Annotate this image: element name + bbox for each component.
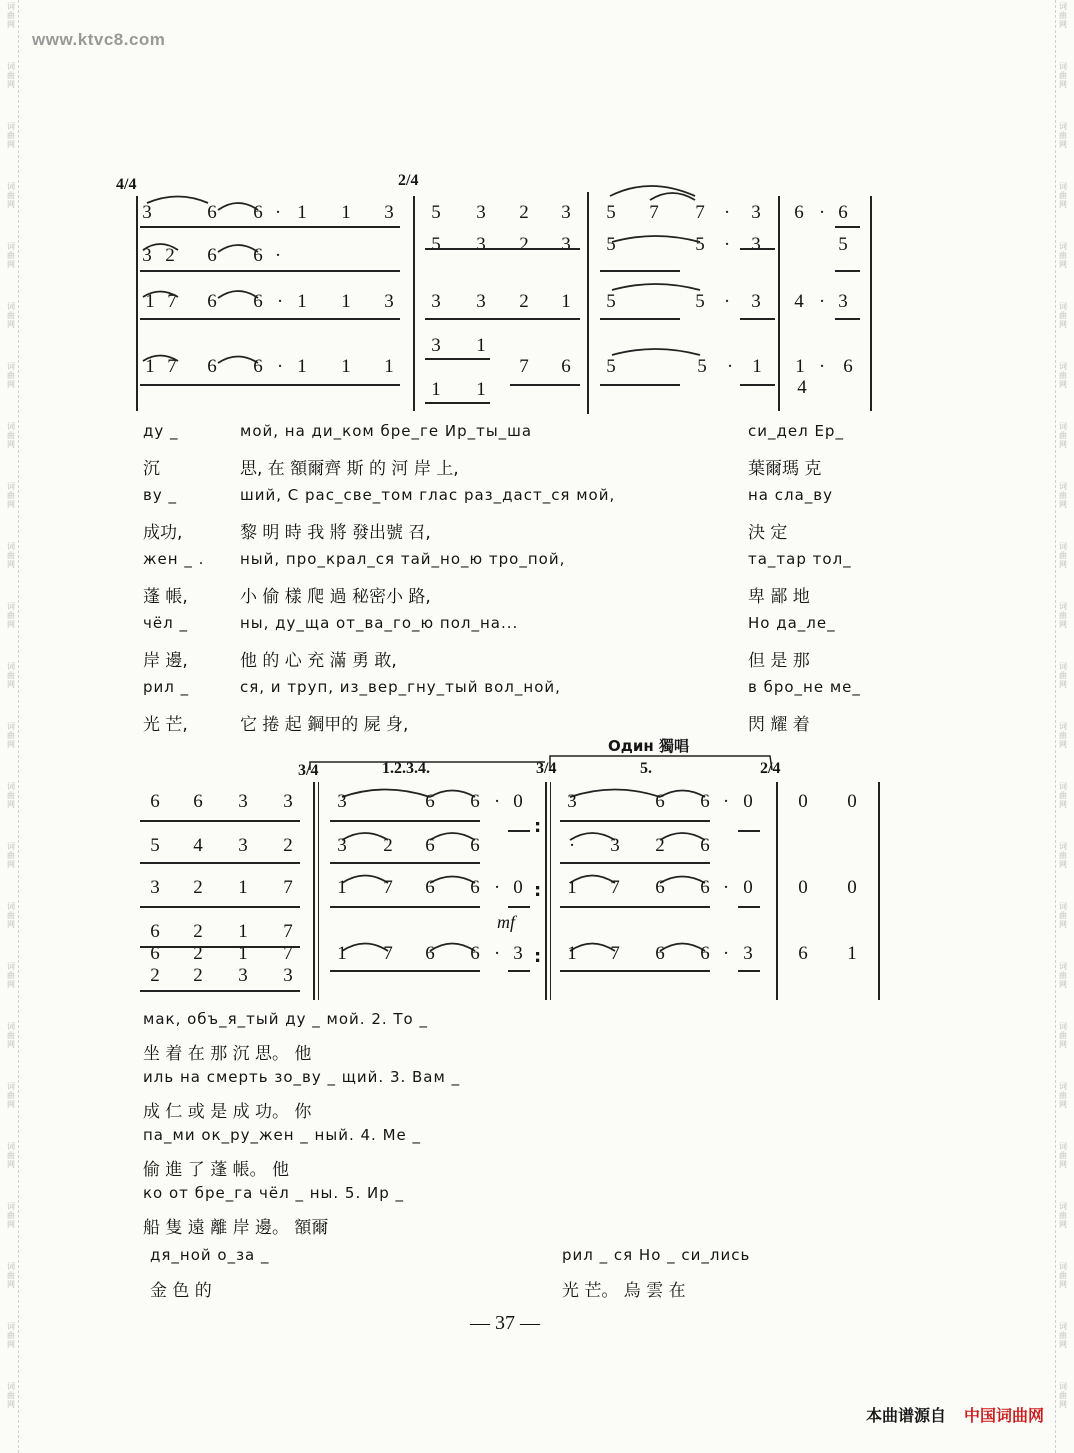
sys1-row3-note: 3 — [384, 291, 394, 312]
sys1-row2-note: 5 — [431, 234, 441, 255]
sys2-row2-note: 6 — [425, 835, 435, 856]
side-stamp: 词 曲 网 — [1059, 1022, 1067, 1049]
sys2-row3-note: · — [722, 877, 730, 898]
lyric-line-6-c: 卑 鄙 地 — [748, 587, 810, 607]
sys2-row3-note: · — [493, 877, 501, 898]
sys2-row3-note: 1 — [337, 877, 347, 898]
sys1-row3-note: 6 — [253, 291, 263, 312]
sys2-row4-note: 2 — [193, 921, 203, 942]
sys1-row2-note: 3 — [142, 245, 152, 266]
side-stamp: 词 曲 网 — [1059, 1142, 1067, 1169]
sys2-row4-upper-note: 6 — [470, 943, 480, 964]
beam-line — [140, 990, 300, 992]
lyric-line-6-b: 小 偷 樣 爬 過 秘密小 路, — [240, 587, 431, 607]
sys1-row3-note: 1 — [341, 291, 351, 312]
side-stamp: 词 曲 网 — [7, 602, 15, 629]
sys1-row1-note: · — [274, 202, 282, 223]
sys1-row1-note: 7 — [695, 202, 705, 223]
side-stamp: 词 曲 网 — [1059, 782, 1067, 809]
sys1-row1-note: 3 — [384, 202, 394, 223]
sys2-row2-note: 4 — [193, 835, 203, 856]
sys2-row3-note: 6 — [700, 877, 710, 898]
side-stamp: 词 曲 网 — [1059, 1322, 1067, 1349]
lyric-line-2-a: 沉 — [143, 459, 160, 479]
sys1-row1-note: 1 — [341, 202, 351, 223]
side-stamp: 词 曲 网 — [1059, 362, 1067, 389]
side-stamp: 词 曲 网 — [1059, 842, 1067, 869]
side-stamp: 词 曲 网 — [7, 362, 15, 389]
sys2-row2-note: 6 — [700, 835, 710, 856]
lyric-line-10-c: 閃 耀 着 — [748, 715, 810, 735]
side-stamp: 词 曲 网 — [7, 962, 15, 989]
side-stamp: 词 曲 网 — [7, 1322, 15, 1349]
sys2-row4-upper-note: 7 — [283, 943, 293, 964]
sys2-row4-upper-note: 6 — [655, 943, 665, 964]
lyric-line-7-b: ны, ду_ща от_ва_го_ю пол_на... — [240, 614, 519, 632]
sys1-row2-note: 5 — [695, 234, 705, 255]
sys2-row1-note: 0 — [798, 791, 808, 812]
side-stamp: 词 曲 网 — [7, 302, 15, 329]
sys1-row4-note: 7 — [519, 356, 529, 377]
sys1-row1-note: 6 — [794, 202, 804, 223]
sys1-row4-note: 1 — [752, 356, 762, 377]
sys1-row4-note: 1 — [795, 356, 805, 377]
side-stamp: 词 曲 网 — [1059, 482, 1067, 509]
side-stamp: 词 曲 网 — [7, 1142, 15, 1169]
sys2-row3-note: 0 — [847, 877, 857, 898]
sys1-row1-note: 6 — [838, 202, 848, 223]
lyric-line-4-b: 黎 明 時 我 將 發出號 召, — [240, 523, 431, 543]
sys2-row3-note: 1 — [567, 877, 577, 898]
beam-line — [330, 970, 480, 972]
sys1-row1-note: 2 — [519, 202, 529, 223]
sys2-row3-note: 2 — [193, 877, 203, 898]
side-stamp: 词 曲 网 — [1059, 602, 1067, 629]
sys2-row4-upper-note: · — [493, 943, 501, 964]
sys1-row3-note: 5 — [695, 291, 705, 312]
system2-end-bar — [878, 782, 880, 1000]
sys2-row3-note: 7 — [283, 877, 293, 898]
lyric-line-1-a: ду _ — [143, 422, 179, 440]
sys2-row3-note: 3 — [150, 877, 160, 898]
lyric3-line-2-b: 光 芒。 烏 雲 在 — [562, 1281, 686, 1301]
sys2-row1-note: 0 — [847, 791, 857, 812]
beam-line — [738, 906, 760, 908]
side-stamp: 词 曲 网 — [1059, 62, 1067, 89]
side-stamp: 词 曲 网 — [1059, 1082, 1067, 1109]
sys1-row4-note: 5 — [606, 356, 616, 377]
lyric-line-1-b: мой, на ди_ком бре_ге Ир_ты_ша — [240, 422, 533, 440]
system2-repeat-start-thin — [318, 782, 319, 1000]
sys2-row3-note: 0 — [798, 877, 808, 898]
beam-line — [738, 970, 760, 972]
sys1-row4-note: 6 — [843, 356, 853, 377]
sys1-row4-note: 1 — [297, 356, 307, 377]
sys2-row4-upper-note: 6 — [700, 943, 710, 964]
sys1-row1-note: 7 — [649, 202, 659, 223]
sys2-row1-note: · — [493, 791, 501, 812]
side-stamp: 词 曲 网 — [7, 1202, 15, 1229]
lyric-line-10-b: 它 捲 起 鋼甲的 屍 身, — [240, 715, 409, 735]
sys2-row3-note: 0 — [743, 877, 753, 898]
footer-source: 本曲谱源自 — [865, 1406, 946, 1425]
sys1-row4-note: 1 — [145, 356, 155, 377]
beam-line — [330, 862, 480, 864]
sys2-row1-note: 6 — [150, 791, 160, 812]
sys2-row1-note: 3 — [238, 791, 248, 812]
side-stamp: 词 曲 网 — [1059, 662, 1067, 689]
sys1-row3-note: 1 — [297, 291, 307, 312]
side-stamp: 词 曲 网 — [7, 122, 15, 149]
sys2-row3-note: 1 — [238, 877, 248, 898]
time-signature-3-4-a: 3/4 — [298, 762, 319, 779]
lyric-line-4-c: 決 定 — [748, 523, 788, 543]
sys1-row1-note: 3 — [751, 202, 761, 223]
lyric2-line-6: 偷 進 了 蓬 帳。 他 — [143, 1160, 290, 1180]
sys1-row3-note: 2 — [519, 291, 529, 312]
lyric-line-3-a: ву _ — [143, 486, 177, 504]
sys1-row3-note: 3 — [476, 291, 486, 312]
side-stamp: 词 曲 网 — [1059, 122, 1067, 149]
sys1-row2-note: 6 — [253, 245, 263, 266]
lyric-line-8-b: 他 的 心 充 滿 勇 敢, — [240, 651, 397, 671]
beam-line — [140, 946, 300, 948]
sys1-row1-note: 5 — [431, 202, 441, 223]
side-stamp: 词 曲 网 — [7, 62, 15, 89]
sys1-row3-note: 1 — [145, 291, 155, 312]
sys1-row3-note: 3 — [751, 291, 761, 312]
sys2-row1-note: 3 — [567, 791, 577, 812]
side-stamp: 词 曲 网 — [7, 1082, 15, 1109]
sys1-row2-note: 6 — [207, 245, 217, 266]
sys1-row4-note: 5 — [697, 356, 707, 377]
lyric-line-5-c: та_тар тол_ — [748, 550, 852, 568]
sys1-row3-note: 3 — [431, 291, 441, 312]
side-stamp: 词 曲 网 — [7, 2, 15, 29]
side-stamp: 词 曲 网 — [1059, 722, 1067, 749]
repeat-dots-2: : — [534, 880, 542, 901]
sys2-row2-note: · — [568, 835, 576, 856]
lyric-line-3-c: на сла_ву — [748, 486, 834, 504]
lyric-line-5-a: жен _ . — [143, 550, 205, 568]
lyric2-line-3: иль на смерть зо_ву _ щий. 3. Вам _ — [143, 1068, 461, 1086]
sys1-row1-note: 3 — [142, 202, 152, 223]
sys1-row1-note: · — [818, 202, 826, 223]
sys2-row1-note: · — [722, 791, 730, 812]
system2-repeat-end — [545, 782, 547, 1000]
lyric-line-8-a: 岸 邊, — [143, 651, 188, 671]
side-stamp: 词 曲 网 — [1059, 242, 1067, 269]
sys1-row4-note: 6 — [561, 356, 571, 377]
sys1-row4-note: 1 — [431, 379, 441, 400]
sys2-row4-upper-note: 6 — [798, 943, 808, 964]
side-stamp: 词 曲 网 — [1059, 1382, 1067, 1409]
sys2-row2-note: 2 — [655, 835, 665, 856]
time-signature-2-4: 2/4 — [398, 172, 419, 189]
beam-line — [508, 830, 530, 832]
sys1-row1-note: 5 — [606, 202, 616, 223]
sys1-row1-note: 6 — [207, 202, 217, 223]
lyric-line-9-b: ся, и труп, из_вер_гну_тый вол_ной, — [240, 678, 561, 696]
lyric-line-7-a: чёл _ — [143, 614, 188, 632]
sys2-row4-upper-note: 6 — [425, 943, 435, 964]
sys2-row1-note: 6 — [425, 791, 435, 812]
volta-2-label: 5. — [640, 760, 652, 777]
sys1-row2-note: · — [723, 234, 731, 255]
sys1-row3-note: · — [818, 291, 826, 312]
sys2-row4-note: 7 — [283, 921, 293, 942]
sys1-row2-note: 3 — [751, 234, 761, 255]
sys1-row2-note: 5 — [606, 234, 616, 255]
footer-credit — [866, 1403, 1044, 1426]
sys2-row1-note: 0 — [513, 791, 523, 812]
lyric-line-3-b: ший, С рас_све_том глас раз_даст_ся мой, — [240, 486, 616, 504]
beam-line — [140, 820, 300, 822]
sys2-row2-note: 6 — [470, 835, 480, 856]
side-stamp: 词 曲 网 — [7, 902, 15, 929]
lyric2-line-7: ко от бре_га чёл _ ны. 5. Ир _ — [143, 1184, 405, 1202]
lyric2-line-2: 坐 着 在 那 沉 思。 他 — [143, 1044, 312, 1064]
sys2-row2-note: 3 — [337, 835, 347, 856]
sys2-row4-upper-note: 1 — [337, 943, 347, 964]
side-stamp: 词 曲 网 — [7, 242, 15, 269]
time-signature-2-4-b: 2/4 — [760, 760, 781, 777]
repeat-dots-3: : — [534, 946, 542, 967]
side-stamp: 词 曲 网 — [7, 1022, 15, 1049]
sys2-row4-upper-note: 1 — [847, 943, 857, 964]
beam-line — [738, 830, 760, 832]
lyric3-line-2-a: 金 色 的 — [150, 1281, 212, 1301]
sys1-row2-note: 2 — [165, 245, 175, 266]
lyric3-line-1-b: рил _ ся Но _ си_лись — [562, 1246, 751, 1264]
sys2-row1-note: 6 — [700, 791, 710, 812]
side-stamp: 词 曲 网 — [7, 1382, 15, 1409]
sys1-row3-note: 1 — [561, 291, 571, 312]
lyric-line-5-b: ный, про_крал_ся тай_но_ю тро_пой, — [240, 550, 566, 568]
sys2-row4-lower-note: 2 — [150, 965, 160, 986]
sys1-row4-note: 7 — [167, 356, 177, 377]
sys2-row3-note: 0 — [513, 877, 523, 898]
sys2-row3-note: 6 — [655, 877, 665, 898]
lyric-line-2-b: 思, 在 額爾齊 斯 的 河 岸 上, — [240, 459, 459, 479]
sys2-row2-note: 3 — [238, 835, 248, 856]
sys2-row4-upper-note: 2 — [193, 943, 203, 964]
beam-line — [140, 862, 300, 864]
lyric-line-7-c: Но да_ле_ — [748, 614, 836, 632]
sys2-row4-upper-note: · — [722, 943, 730, 964]
beam-line — [560, 820, 710, 822]
system2-barline-2 — [776, 782, 778, 1000]
sys1-row4-note: · — [276, 356, 284, 377]
side-stamp: 词 曲 网 — [1059, 2, 1067, 29]
side-stamp: 词 曲 网 — [1059, 962, 1067, 989]
sys1-row1-note: 6 — [253, 202, 263, 223]
system2-barline-1 — [313, 782, 315, 1000]
solo-label: Один 獨唱 — [608, 737, 689, 755]
lyric2-line-5: па_ми ок_ру_жен _ ный. 4. Ме _ — [143, 1126, 422, 1144]
side-stamp: 词 曲 网 — [7, 842, 15, 869]
beam-line — [140, 906, 300, 908]
beam-line — [508, 970, 530, 972]
side-stamp: 词 曲 网 — [7, 662, 15, 689]
lyric-line-4-a: 成功, — [143, 523, 183, 543]
lyric-line-1-c: си_дел Ер_ — [748, 422, 844, 440]
side-stamp: 词 曲 网 — [1059, 302, 1067, 329]
sys1-row4-note: 1 — [341, 356, 351, 377]
site-watermark: www.ktvc8.com — [32, 30, 166, 49]
sys1-row4-note: 6 — [207, 356, 217, 377]
sys2-row4-note: 6 — [150, 921, 160, 942]
sys1-row3-note: 6 — [207, 291, 217, 312]
sys2-row1-note: 6 — [193, 791, 203, 812]
side-stamp: 词 曲 网 — [1059, 422, 1067, 449]
sys2-row4-upper-note: 6 — [150, 943, 160, 964]
sys2-row4-upper-note: 3 — [743, 943, 753, 964]
lyric-line-8-c: 但 是 那 — [748, 651, 810, 671]
sys2-row2-note: 3 — [610, 835, 620, 856]
system2-repeat-end-thin — [550, 782, 551, 1000]
sys1-row3-note: 3 — [838, 291, 848, 312]
sys2-row3-note: 6 — [425, 877, 435, 898]
repeat-dots-1: : — [534, 816, 542, 837]
lyric-line-10-a: 光 芒, — [143, 715, 188, 735]
sys2-row4-upper-note: 7 — [610, 943, 620, 964]
sys2-row4-lower-note: 2 — [193, 965, 203, 986]
beam-line — [560, 862, 710, 864]
lyric2-line-4: 成 仁 或 是 成 功。 你 — [143, 1102, 312, 1122]
footer-brand: 中国词曲网 — [963, 1406, 1044, 1425]
time-signature-3-4-b: 3/4 — [536, 760, 557, 777]
side-stamp: 词 曲 网 — [7, 542, 15, 569]
volta-1-label: 1.2.3.4. — [382, 760, 430, 777]
side-stamp: 词 曲 网 — [7, 782, 15, 809]
side-stamp: 词 曲 网 — [1059, 1262, 1067, 1289]
sys2-row1-note: 3 — [337, 791, 347, 812]
lyric-line-2-c: 葉爾瑪 克 — [748, 459, 822, 479]
beam-line — [560, 970, 710, 972]
side-stamp: 词 曲 网 — [1059, 902, 1067, 929]
sys1-row3-note: 4 — [794, 291, 804, 312]
sys2-row1-note: 3 — [283, 791, 293, 812]
lyric2-line-8: 船 隻 遠 離 岸 邊。 額爾 — [143, 1218, 329, 1238]
lyric-line-6-a: 蓬 帳, — [143, 587, 188, 607]
side-stamp: 词 曲 网 — [7, 422, 15, 449]
sys2-row3-note: 6 — [470, 877, 480, 898]
sys1-row2-note: · — [274, 245, 282, 266]
sys2-row2-note: 5 — [150, 835, 160, 856]
page-number: — 37 — — [470, 1312, 540, 1334]
lyric3-line-1-a: дя_ной о_за _ — [150, 1246, 270, 1264]
lyric-line-9-a: рил _ — [143, 678, 190, 696]
sys1-row2-note: 5 — [838, 234, 848, 255]
sys1-row4-note: 6 — [253, 356, 263, 377]
sys1-row3-note: · — [723, 291, 731, 312]
side-stamp: 词 曲 网 — [1059, 542, 1067, 569]
sys1-row1-note: · — [723, 202, 731, 223]
sys2-row1-note: 6 — [470, 791, 480, 812]
sys1-row4-note: · — [818, 356, 826, 377]
beam-line — [330, 820, 480, 822]
sys2-row4-upper-note: 1 — [567, 943, 577, 964]
lyric2-line-1: мак, объ_я_тый ду _ мой. 2. То _ — [143, 1010, 429, 1028]
sys2-row4-note: 1 — [238, 921, 248, 942]
sys1-row3-note: 5 — [606, 291, 616, 312]
sys1-row3-note: · — [276, 291, 284, 312]
sys1-row4-note: 1 — [476, 335, 486, 356]
sys2-row1-note: 0 — [743, 791, 753, 812]
side-stamp: 词 曲 网 — [7, 482, 15, 509]
sys2-row4-lower-note: 3 — [238, 965, 248, 986]
sys2-row2-note: 2 — [283, 835, 293, 856]
beam-line — [330, 906, 480, 908]
sys1-row4-note: 3 — [431, 335, 441, 356]
sys1-row2-note: 3 — [561, 234, 571, 255]
sys1-row1-note: 1 — [297, 202, 307, 223]
sys1-row3-note: 7 — [167, 291, 177, 312]
sys1-row1-note: 3 — [561, 202, 571, 223]
sys1-row2-note: 3 — [476, 234, 486, 255]
sys2-row1-note: 6 — [655, 791, 665, 812]
sys1-row4-note: 1 — [476, 379, 486, 400]
beam-line — [560, 906, 710, 908]
sys2-row4-upper-note: 1 — [238, 943, 248, 964]
sys2-row2-note: 2 — [383, 835, 393, 856]
sys2-row4-upper-note: 7 — [383, 943, 393, 964]
lyric-line-9-c: в бро_не ме_ — [748, 678, 861, 696]
side-stamp: 词 曲 网 — [1059, 182, 1067, 209]
sys1-row1-note: 3 — [476, 202, 486, 223]
sys2-row4-lower-note: 3 — [283, 965, 293, 986]
sys2-row3-note: 7 — [610, 877, 620, 898]
sys2-row3-note: 7 — [383, 877, 393, 898]
sys1-row4-note: · — [726, 356, 734, 377]
dynamic-mf: mf — [497, 912, 515, 932]
side-stamp: 词 曲 网 — [1059, 1202, 1067, 1229]
side-stamp: 词 曲 网 — [7, 182, 15, 209]
sys1-row4-note: 1 — [384, 356, 394, 377]
side-stamp: 词 曲 网 — [7, 722, 15, 749]
time-signature-4-4: 4/4 — [116, 176, 137, 193]
beam-line — [508, 906, 530, 908]
sys2-row4-upper-note: 3 — [513, 943, 523, 964]
sys1-row4-note: 4 — [797, 377, 807, 398]
side-stamp: 词 曲 网 — [7, 1262, 15, 1289]
sys1-row2-note: 2 — [519, 234, 529, 255]
